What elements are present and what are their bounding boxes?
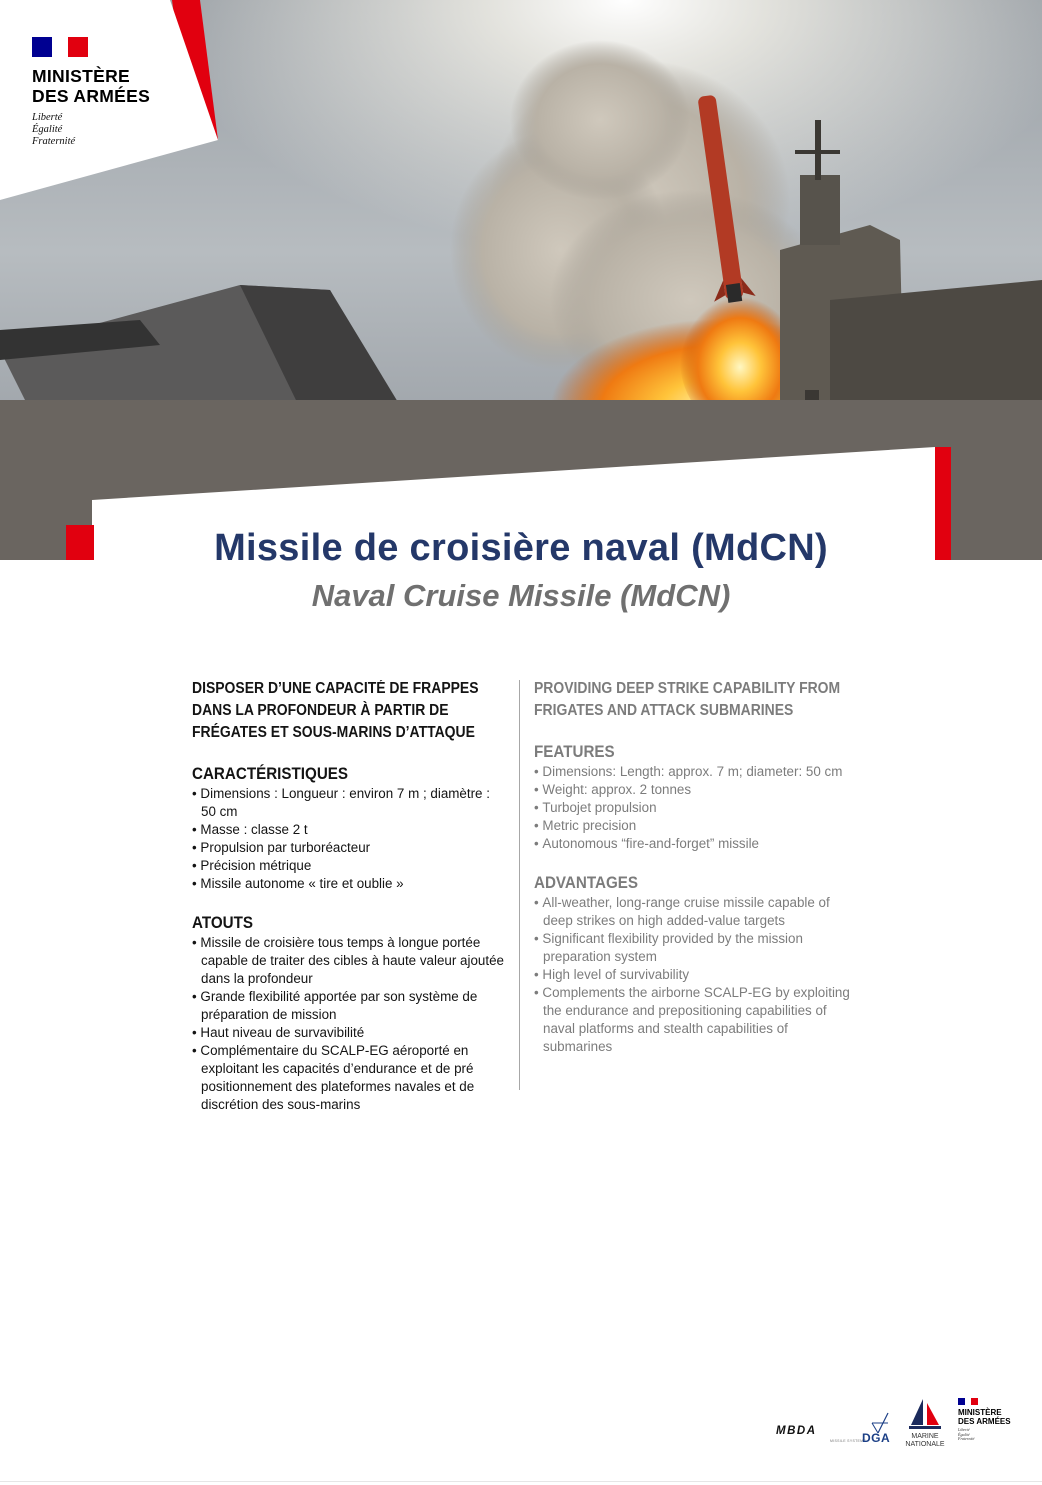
french-flag-marianne-icon [32,37,88,57]
list-item: • Significant flexibility provided by the mission preparation system [534,930,850,966]
ministry-logo-small [958,1398,1011,1442]
partner-logos [770,1395,1040,1465]
list-item: • Grande flexibilité apportée par son système de préparation de mission [192,988,508,1024]
french-lead-line: FRÉGATES ET SOUS-MARINS D’ATTAQUE [192,724,475,741]
mini-ministry-line2: DES ARMÉES [958,1417,1011,1426]
ministry-name-line1: MINISTÈRE [32,66,130,86]
french-advantages-heading: ATOUTS [192,914,254,932]
english-lead-line: PROVIDING DEEP STRIKE CAPABILITY FROM [534,680,841,697]
marine-nationale-emblem-icon [905,1395,945,1433]
list-item: • Autonomous “fire-and-forget” missile [534,835,850,853]
french-features-heading: CARACTÉRISTIQUES [192,765,349,783]
page-title-french: Missile de croisière naval (MdCN) [214,527,828,569]
marine-nationale-text [905,1433,945,1449]
mbda-logo: MBDA [776,1425,817,1437]
list-item: • Précision métrique [192,857,508,875]
ministry-name-line2: DES ARMÉES [32,86,151,106]
french-column [192,678,508,1114]
list-item: • Missile de croisière tous temps à longue portée capable de traiter des cibles à haute valeur ajoutée dans la profondeur [192,934,508,988]
list-item: • High level of survivability [534,966,850,984]
ministry-logo [32,37,150,148]
list-item: • Complémentaire du SCALP-EG aéroporté en exploitant les capacités d’endurance et de pré positionnement des plateformes navales et de discrétion des sous-marins [192,1042,508,1114]
french-flag-marianne-icon [958,1398,978,1405]
list-item: • Missile autonome « tire et oublie » [192,875,508,893]
french-lead-line: DISPOSER D’UNE CAPACITÉ DE FRAPPES [192,680,479,697]
dga-logo: DGA [862,1431,891,1445]
french-lead-line: DANS LA PROFONDEUR À PARTIR DE [192,702,449,719]
page-title-english: Naval Cruise Missile (MdCN) [311,578,731,613]
list-item: • Complements the airborne SCALP-EG by exploiting the endurance and prepositioning capabilities of naval platforms and stealth capabilities of submarines [534,984,850,1056]
english-lead-line: FRIGATES AND ATTACK SUBMARINES [534,702,794,719]
column-divider [519,680,520,1090]
list-item: • Propulsion par turboréacteur [192,839,508,857]
list-item: • All-weather, long-range cruise missile capable of deep strikes on high added-value targets [534,894,850,930]
mini-motto-line: Fraternité [958,1436,975,1441]
english-advantages-list [534,894,850,1056]
english-features-list [534,763,850,853]
list-item: • Turbojet propulsion [534,799,850,817]
motto-egalite: Égalité [32,124,63,135]
marine-line1: MARINE [911,1433,939,1440]
motto-fraternite: Fraternité [32,136,76,147]
english-features-heading: FEATURES [534,743,615,761]
list-item: • Weight: approx. 2 tonnes [534,781,850,799]
english-lead [534,678,841,722]
list-item: • Haut niveau de survavibilité [192,1024,508,1042]
list-item: • Dimensions: Length: approx. 7 m; diameter: 50 cm [534,763,850,781]
list-item: • Masse : classe 2 t [192,821,508,839]
list-item: • Dimensions : Longueur : environ 7 m ; diamètre : 50 cm [192,785,508,821]
marine-line2: NATIONALE [905,1441,945,1448]
french-features-list [192,785,508,893]
mini-motto-line: Égalité [958,1431,970,1437]
french-lead [192,678,479,744]
english-advantages-heading: ADVANTAGES [534,874,639,892]
motto-liberte: Liberté [32,112,63,123]
mbda-tagline: MISSILE SYSTEMS [830,1439,867,1443]
list-item: • Metric precision [534,817,850,835]
bottom-rule [0,1481,1042,1482]
hero-photo [0,0,1042,560]
english-column [534,678,850,1056]
french-advantages-list [192,934,508,1114]
mini-motto-line: Liberté [958,1427,970,1432]
mini-ministry-line1: MINISTÈRE [958,1408,1002,1417]
